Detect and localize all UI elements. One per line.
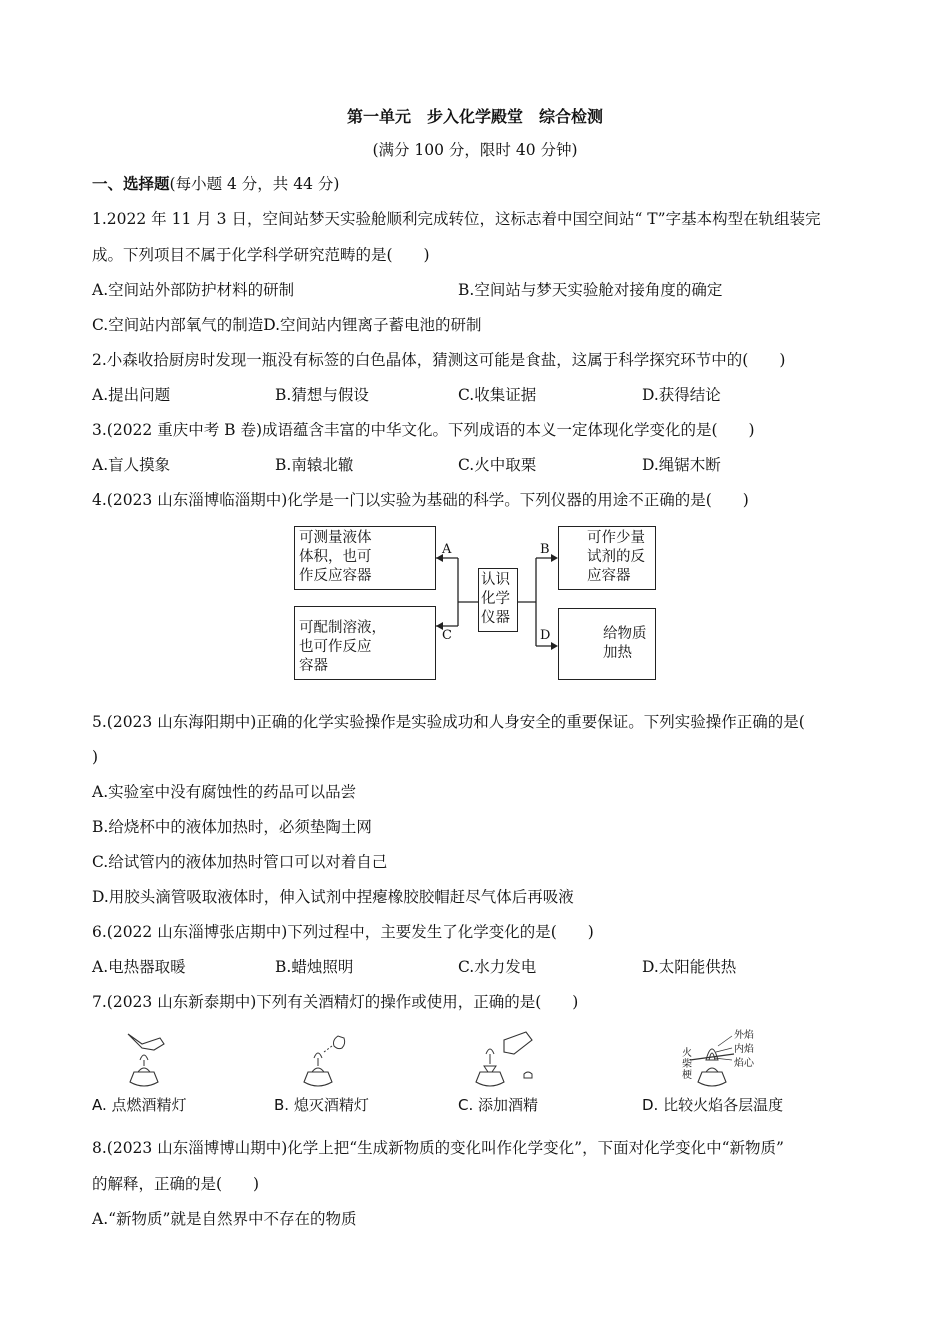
- fig-d-label: D. 比较火焰各层温度: [642, 1096, 784, 1114]
- q5-option-d: D.用胶头滴管吸取液体时，伸入试剂中捏瘪橡胶胶帽赶尽气体后再吸液: [92, 888, 574, 906]
- q6-option-b: B.蜡烛照明: [275, 958, 354, 976]
- arrow-label-a: A: [442, 542, 452, 557]
- box-c: [294, 606, 436, 680]
- q1-stem-line2: 成。下列项目不属于化学科学研究范畴的是( ): [92, 246, 430, 264]
- fig-c-label: C. 添加酒精: [458, 1096, 539, 1114]
- q2-stem: 2.小森收拾厨房时发现一瓶没有标签的白色晶体，猜测这可能是食盐，这属于科学探究环节中的( ): [92, 351, 786, 369]
- arrow-label-b: B: [540, 542, 550, 557]
- box-a: [294, 526, 436, 590]
- q6-option-a: A.电热器取暖: [92, 958, 186, 976]
- fig-d-inner-flame: 内焰: [734, 1044, 754, 1055]
- q5-stem-line1: 5.(2023 山东海阳期中)正确的化学实验操作是实验成功和人身安全的重要保证。下列实验操作正确的是(: [92, 713, 805, 731]
- page-title: 第一单元 步入化学殿堂 综合检测: [346, 107, 603, 126]
- q5-option-b: B.给烧杯中的液体加热时，必须垫陶土网: [92, 818, 372, 836]
- box-b-text: 可作少量 试剂的反 应容器: [587, 530, 645, 584]
- q5-stem-line2: ): [92, 748, 99, 766]
- q6-stem: 6.(2022 山东淄博张店期中)下列过程中，主要发生了化学变化的是( ): [92, 923, 594, 941]
- q5-option-a: A.实验室中没有腐蚀性的药品可以品尝: [92, 783, 357, 801]
- fig-b-label: B. 熄灭酒精灯: [274, 1096, 369, 1114]
- q3-option-a: A.盲人摸象: [92, 456, 171, 474]
- q1-stem-line1: 1.2022 年 11 月 3 日，空间站梦天实验舱顺利完成转位，这标志着中国空间站“ T”字基本构型在轨组装完: [92, 210, 821, 228]
- fig-b: [298, 1030, 358, 1088]
- section-heading-label: 一、选择题: [92, 174, 170, 193]
- q1-option-cd: C.空间站内部氧气的制造D.空间站内锂离子蓄电池的研制: [92, 316, 482, 334]
- q7-figures: [92, 1030, 872, 1120]
- q1-option-b: B.空间站与梦天实验舱对接角度的确定: [458, 281, 723, 299]
- fig-a-label: A. 点燃酒精灯: [92, 1096, 187, 1114]
- fig-d-flame-core: 焰心: [734, 1058, 754, 1069]
- q8-option-a: A.“新物质”就是自然界中不存在的物质: [92, 1210, 357, 1228]
- lamp-flame-layers-icon: [680, 1030, 780, 1088]
- q3-option-b: B.南辕北辙: [275, 456, 354, 474]
- q6-option-c: C.水力发电: [458, 958, 537, 976]
- box-center: [478, 568, 518, 632]
- q3-stem: 3.(2022 重庆中考 B 卷)成语蕴含丰富的中华文化。下列成语的本义一定体现化学变化的是( ): [92, 421, 755, 439]
- q8-stem-line1: 8.(2023 山东淄博博山期中)化学上把“生成新物质的变化叫作化学变化”，下面对化学变化中“新物质”: [92, 1139, 784, 1157]
- q3-option-c: C.火中取栗: [458, 456, 537, 474]
- q2-option-a: A.提出问题: [92, 386, 171, 404]
- fig-d: [680, 1030, 780, 1088]
- box-b: [558, 526, 656, 590]
- q2-option-c: C.收集证据: [458, 386, 537, 404]
- arrow-label-d: D: [540, 628, 551, 643]
- q3-option-d: D.绳锯木断: [642, 456, 721, 474]
- q7-stem: 7.(2023 山东新泰期中)下列有关酒精灯的操作或使用，正确的是( ): [92, 993, 579, 1011]
- fig-d-matchstick: 火 柴 梗: [682, 1048, 692, 1081]
- section-heading-note: (每小题 4 分，共 44 分): [169, 175, 340, 193]
- lamp-blowing-icon: [298, 1030, 358, 1088]
- box-center-text: 认识 化学 仪器: [481, 572, 510, 626]
- arrow-label-c: C: [442, 628, 452, 643]
- section-heading: [92, 174, 339, 194]
- box-c-text: 可配制溶液， 也可作反应 容器: [299, 620, 386, 674]
- fig-d-outer-flame: 外焰: [734, 1030, 754, 1041]
- lamp-refilling-icon: [474, 1030, 564, 1088]
- instrument-diagram: [292, 522, 658, 682]
- q5-option-c: C.给试管内的液体加热时管口可以对着自己: [92, 853, 388, 871]
- q1-option-a: A.空间站外部防护材料的研制: [92, 281, 295, 299]
- box-d: [558, 608, 656, 680]
- lamp-lighting-icon: [120, 1030, 180, 1088]
- q8-stem-line2: 的解释，正确的是( ): [92, 1175, 260, 1193]
- fig-a: [120, 1030, 180, 1088]
- box-a-text: 可测量液体 体积，也可 作反应容器: [299, 530, 372, 584]
- q2-option-d: D.获得结论: [642, 386, 721, 404]
- fig-c: [474, 1030, 564, 1088]
- q6-option-d: D.太阳能供热: [642, 958, 737, 976]
- q2-option-b: B.猜想与假设: [275, 386, 369, 404]
- box-d-text: 给物质 加热: [603, 626, 647, 661]
- q4-stem: 4.(2023 山东淄博临淄期中)化学是一门以实验为基础的科学。下列仪器的用途不正确的是( ): [92, 491, 749, 509]
- page-subtitle: (满分 100 分，限时 40 分钟): [372, 141, 578, 159]
